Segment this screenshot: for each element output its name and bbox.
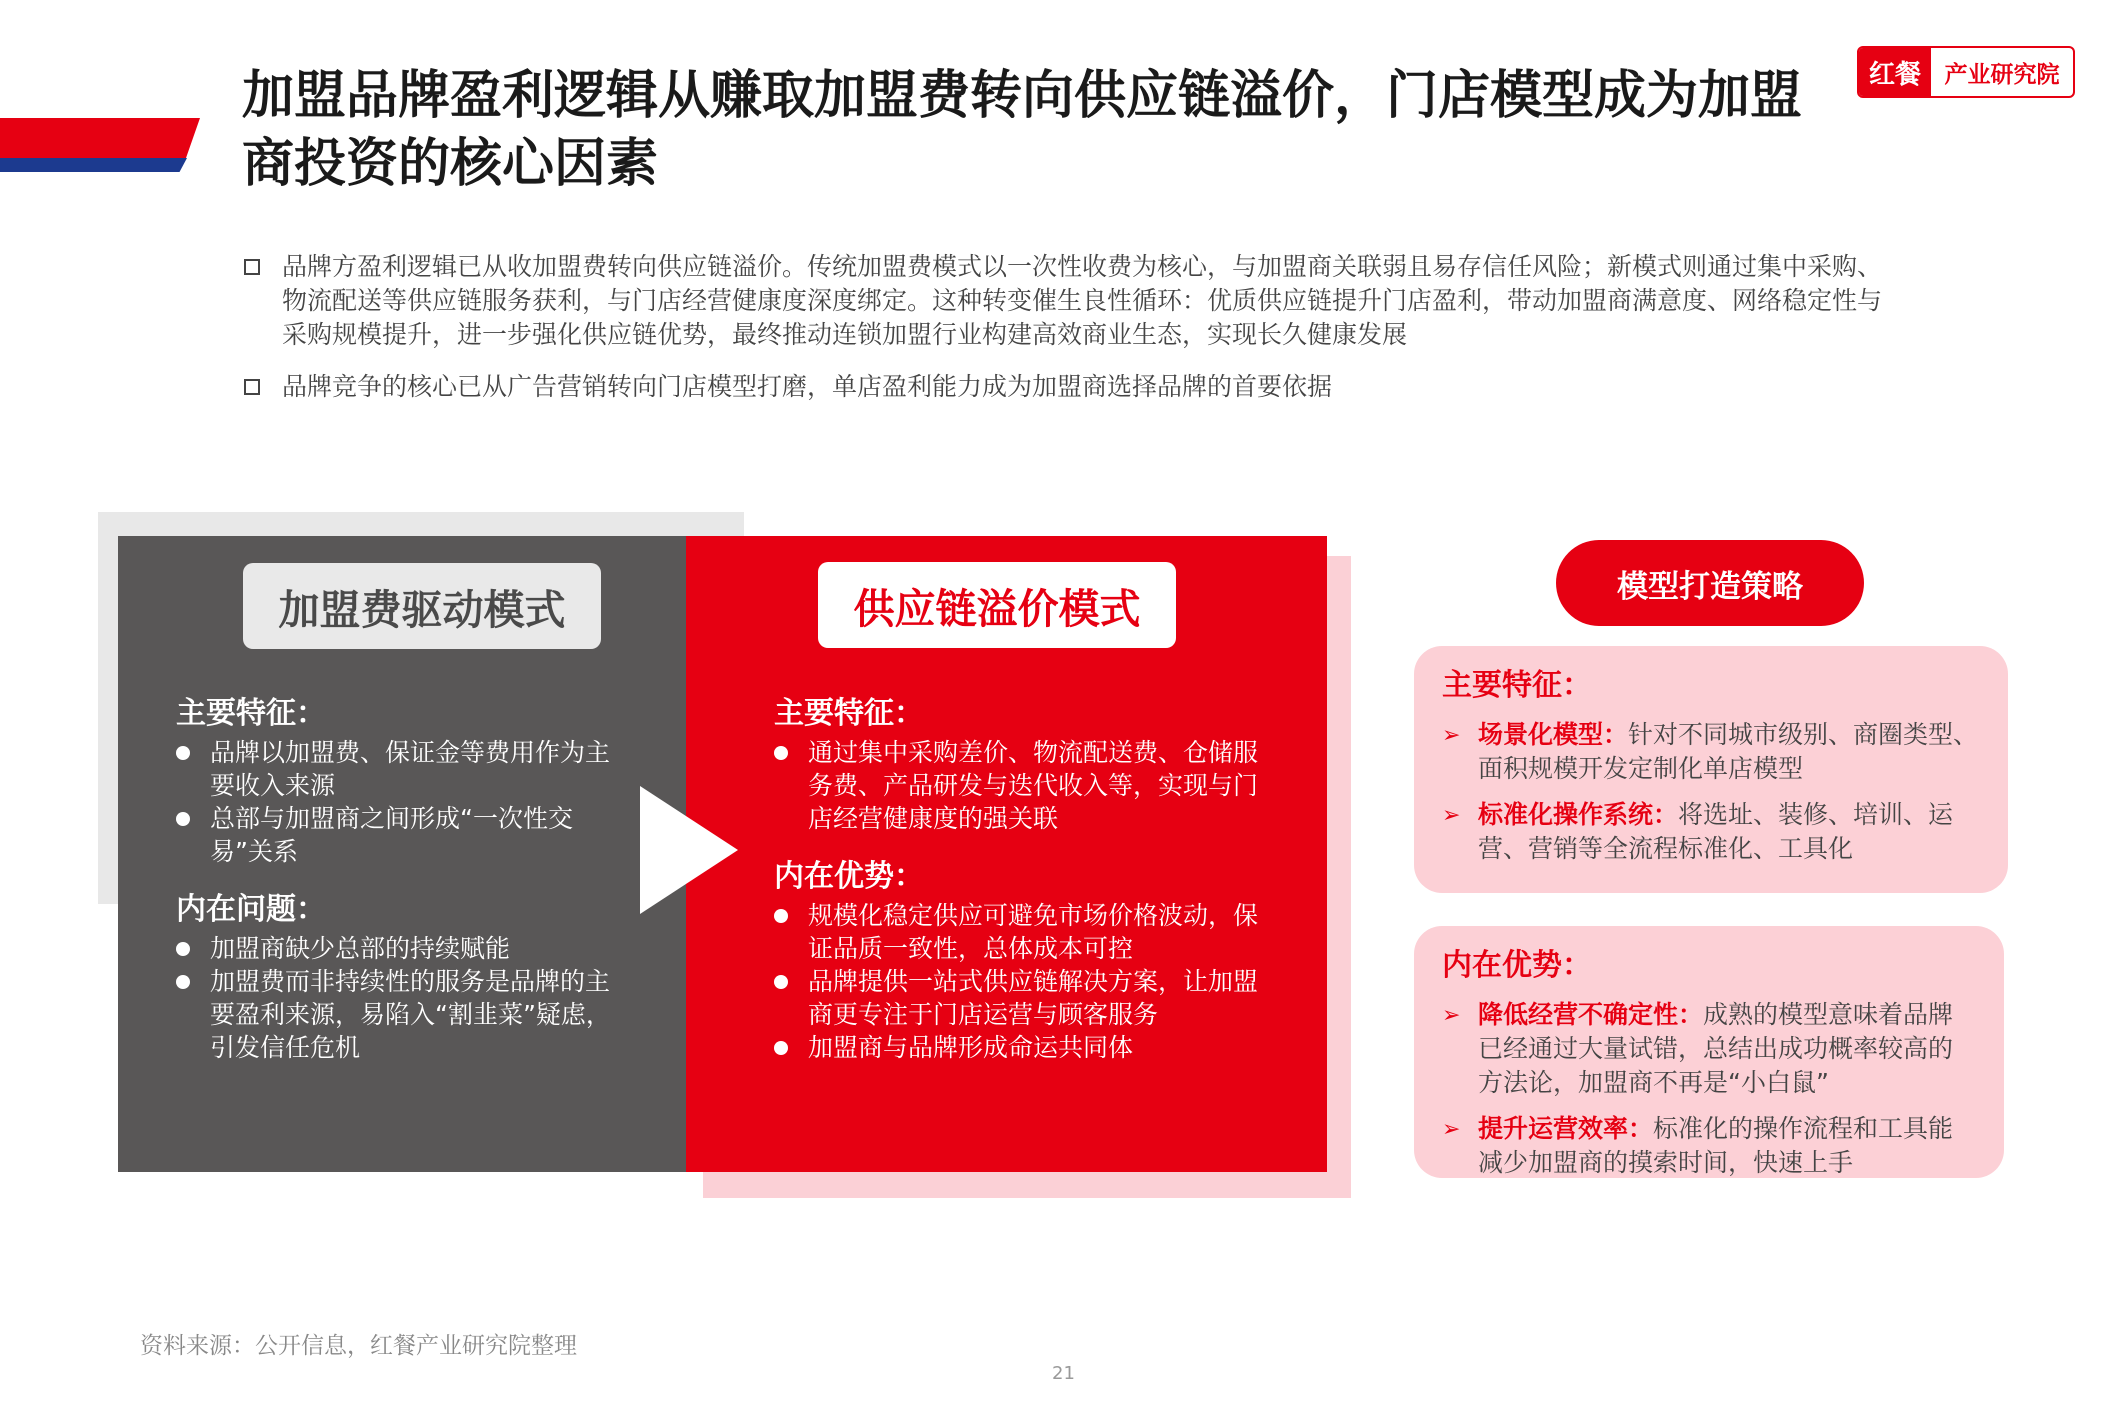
page-title-line1: 加盟品牌盈利逻辑从赚取加盟费转向供应链溢价，门店模型成为加盟 bbox=[242, 66, 1803, 126]
bullet-dot-icon bbox=[774, 1041, 788, 1055]
list-item-text: 品牌提供一站式供应链解决方案，让加盟商更专注于门店运营与顾客服务 bbox=[808, 967, 1259, 1029]
list-item-text: 加盟商与品牌形成命运共同体 bbox=[808, 1033, 1134, 1062]
section-heading: 内在优势： bbox=[774, 859, 924, 894]
card-item bbox=[1442, 718, 1980, 786]
strategy-label: 模型打造策略 bbox=[1556, 540, 1864, 626]
chevron-right-icon: ➢ bbox=[1442, 1117, 1461, 1142]
section-heading: 主要特征： bbox=[176, 696, 326, 731]
supply-chain-panel-content bbox=[774, 694, 1274, 1064]
bullet-dot-icon bbox=[176, 746, 190, 760]
summary-bullet-text: 品牌方盈利逻辑已从收加盟费转向供应链溢价。传统加盟费模式以一次性收费为核心，与加盟商关联弱且易存信任风险；新模式则通过集中采购、物流配送等供应链服务获利，与门店经营健康度深度绑定。这种转变催生良性循环：优质供应链提升门店盈利，带动加盟商满意度、网络稳定性与采购规模提升，进一步强化供应链优势，最终推动连锁加盟行业构建高效商业生态，实现长久健康发展 bbox=[282, 252, 1883, 349]
list-item-text: 加盟费而非持续性的服务是品牌的主要盈利来源，易陷入“割韭菜”疑虑，引发信任危机 bbox=[210, 967, 611, 1062]
card-item-text bbox=[1478, 998, 1976, 1100]
logo-text: 产业研究院 bbox=[1944, 61, 2060, 88]
card-item-text bbox=[1478, 1112, 1976, 1180]
bullet-dot-icon bbox=[774, 975, 788, 989]
card-item-desc: 将选址、装修、培训、运营、营销等全流程标准化、工具化 bbox=[1478, 800, 1954, 863]
list-item bbox=[774, 1031, 1274, 1064]
card-item-desc: 标准化的操作流程和工具能减少加盟商的摸索时间，快速上手 bbox=[1478, 1114, 1954, 1177]
list-item bbox=[176, 965, 616, 1064]
bullet-dot-icon bbox=[774, 746, 788, 760]
logo-mark: 红餐 bbox=[1859, 48, 1931, 96]
list-item-text: 通过集中采购差价、物流配送费、仓储服务费、产品研发与迭代收入等，实现与门店经营健康度的强关联 bbox=[808, 738, 1259, 833]
chevron-right-icon: ➢ bbox=[1442, 803, 1461, 828]
page-number: 21 bbox=[1052, 1363, 1075, 1384]
list-item bbox=[176, 736, 616, 802]
bullet-dot-icon bbox=[176, 942, 190, 956]
chevron-right-icon: ➢ bbox=[1442, 1003, 1461, 1028]
list-item bbox=[176, 802, 616, 868]
card-item-key: 提升运营效率： bbox=[1478, 1114, 1654, 1143]
brand-logo bbox=[1857, 46, 2075, 98]
supply-chain-model-title: 供应链溢价模式 bbox=[818, 562, 1176, 648]
summary-bullet-text: 品牌竞争的核心已从广告营销转向门店模型打磨，单店盈利能力成为加盟商选择品牌的首要依据 bbox=[282, 372, 1333, 401]
bullet-dot-icon bbox=[774, 909, 788, 923]
franchise-fee-model-title: 加盟费驱动模式 bbox=[243, 563, 601, 649]
list-item-text: 品牌以加盟费、保证金等费用作为主要收入来源 bbox=[210, 738, 611, 800]
list-item-text: 总部与加盟商之间形成“一次性交易”关系 bbox=[210, 804, 573, 866]
card-item-key: 标准化操作系统： bbox=[1478, 800, 1679, 829]
transition-arrow-icon bbox=[640, 786, 738, 914]
list-item bbox=[774, 736, 1274, 835]
source-note: 资料来源：公开信息，红餐产业研究院整理 bbox=[140, 1333, 577, 1359]
card-heading: 内在优势： bbox=[1442, 948, 1592, 983]
card-item bbox=[1442, 1112, 1976, 1180]
card-item-text bbox=[1478, 798, 1980, 866]
card-item-key: 降低经营不确定性： bbox=[1478, 1000, 1704, 1029]
bullet-dot-icon bbox=[176, 975, 190, 989]
summary-bullet bbox=[244, 250, 1904, 352]
summary-bullet bbox=[244, 370, 1904, 404]
franchise-fee-panel-content bbox=[176, 694, 616, 1064]
square-bullet-icon bbox=[244, 379, 260, 395]
card-item bbox=[1442, 798, 1980, 866]
card-item-key: 场景化模型： bbox=[1478, 720, 1629, 749]
section-heading: 主要特征： bbox=[774, 696, 924, 731]
header-accent-red bbox=[0, 118, 200, 158]
page-title-line2: 商投资的核心因素 bbox=[242, 134, 659, 194]
list-item-text: 加盟商缺少总部的持续赋能 bbox=[210, 934, 511, 963]
card-item-desc: 成熟的模型意味着品牌已经通过大量试错，总结出成功概率较高的方法论，加盟商不再是“小白鼠” bbox=[1478, 1000, 1954, 1097]
card-item-text bbox=[1478, 718, 1980, 786]
bullet-dot-icon bbox=[176, 812, 190, 826]
square-bullet-icon bbox=[244, 259, 260, 275]
card-item-desc: 针对不同城市级别、商圈类型、面积规模开发定制化单店模型 bbox=[1478, 720, 1979, 783]
list-item bbox=[774, 965, 1274, 1031]
page-title bbox=[242, 62, 1862, 198]
card-item bbox=[1442, 998, 1976, 1100]
strategy-features-card bbox=[1414, 646, 2008, 893]
card-heading: 主要特征： bbox=[1442, 668, 1592, 703]
list-item bbox=[176, 932, 616, 965]
summary-bullets bbox=[244, 250, 1904, 422]
list-item bbox=[774, 899, 1274, 965]
section-heading: 内在问题： bbox=[176, 892, 326, 927]
list-item-text: 规模化稳定供应可避免市场价格波动，保证品质一致性，总体成本可控 bbox=[808, 901, 1259, 963]
chevron-right-icon: ➢ bbox=[1442, 723, 1461, 748]
strategy-advantages-card bbox=[1414, 926, 2004, 1178]
header-accent-blue bbox=[0, 158, 187, 172]
